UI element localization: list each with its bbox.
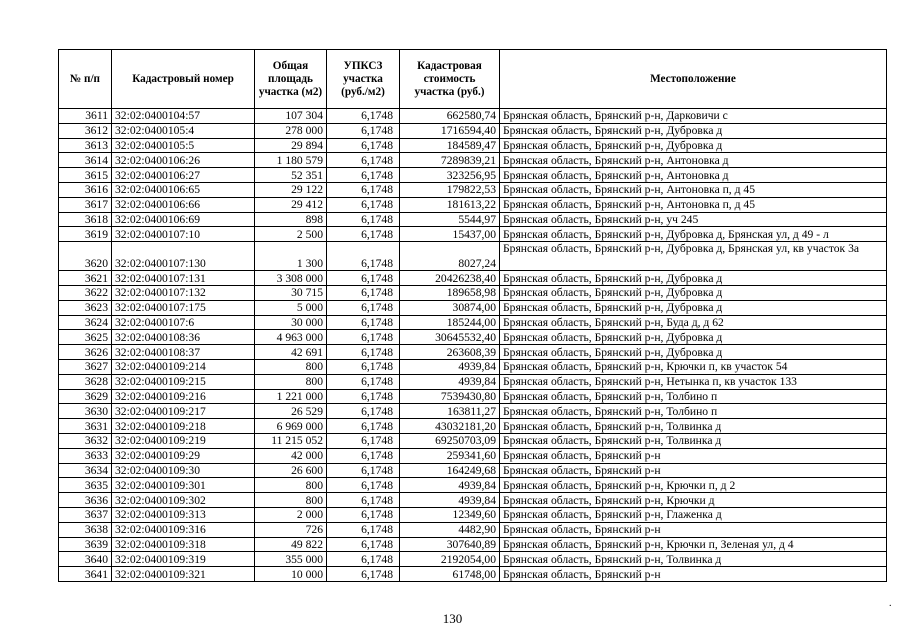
cadastral-number-cell: 32:02:0400106:27: [112, 168, 255, 183]
cadastral-value-cell: 4939,84: [400, 493, 500, 508]
table-body: [59, 109, 887, 582]
table-row: [59, 374, 887, 389]
upksz-cell: 6,1748: [327, 285, 400, 300]
cadastral-number-cell: 32:02:0400107:175: [112, 300, 255, 315]
cadastral-number-cell: 32:02:0400108:37: [112, 345, 255, 360]
table-row: [59, 153, 887, 168]
cadastral-value-cell: 323256,95: [400, 168, 500, 183]
location-cell: Брянская область, Брянский р-н: [500, 522, 887, 537]
table-row: [59, 138, 887, 153]
cadastral-number-cell: 32:02:0400109:318: [112, 537, 255, 552]
cadastral-value-cell: 4482,90: [400, 522, 500, 537]
area-cell: 26 600: [255, 463, 327, 478]
table-row: [59, 463, 887, 478]
area-cell: 800: [255, 493, 327, 508]
table-row: [59, 419, 887, 434]
row-number-cell: 3640: [59, 552, 112, 567]
table-row: [59, 212, 887, 227]
cadastral-value-cell: 7289839,21: [400, 153, 500, 168]
row-number-cell: 3618: [59, 212, 112, 227]
area-cell: 5 000: [255, 300, 327, 315]
cadastral-number-cell: 32:02:0400109:316: [112, 522, 255, 537]
table-row: [59, 522, 887, 537]
row-number-cell: 3616: [59, 182, 112, 197]
upksz-cell: 6,1748: [327, 138, 400, 153]
upksz-cell: 6,1748: [327, 109, 400, 124]
row-number-cell: 3611: [59, 109, 112, 124]
cadastral-value-cell: 4939,84: [400, 374, 500, 389]
location-cell: Брянская область, Брянский р-н, Нетынка п, кв участок 133: [500, 374, 887, 389]
area-cell: 1 221 000: [255, 389, 327, 404]
cadastral-number-cell: 32:02:0400109:217: [112, 404, 255, 419]
location-cell: Брянская область, Брянский р-н, Дубровка д: [500, 285, 887, 300]
row-number-cell: 3629: [59, 389, 112, 404]
table-row: [59, 168, 887, 183]
area-cell: 800: [255, 359, 327, 374]
row-number-cell: 3613: [59, 138, 112, 153]
location-cell: Брянская область, Брянский р-н, Дубровка д, Брянская ул, д 49 - л: [500, 227, 887, 242]
table-row: [59, 448, 887, 463]
row-number-cell: 3641: [59, 567, 112, 582]
header-location: Местоположение: [500, 50, 887, 109]
cadastral-value-cell: 179822,53: [400, 182, 500, 197]
upksz-cell: 6,1748: [327, 212, 400, 227]
row-number-cell: 3619: [59, 227, 112, 242]
area-cell: 355 000: [255, 552, 327, 567]
upksz-cell: 6,1748: [327, 463, 400, 478]
upksz-cell: 6,1748: [327, 567, 400, 582]
cadastral-table: [58, 49, 887, 582]
upksz-cell: 6,1748: [327, 227, 400, 242]
area-cell: 2 000: [255, 507, 327, 522]
table-row: [59, 433, 887, 448]
location-cell: Брянская область, Брянский р-н, уч 245: [500, 212, 887, 227]
area-cell: 42 000: [255, 448, 327, 463]
table-row: [59, 182, 887, 197]
cadastral-value-cell: 263608,39: [400, 345, 500, 360]
upksz-cell: 6,1748: [327, 448, 400, 463]
upksz-cell: 6,1748: [327, 389, 400, 404]
row-number-cell: 3626: [59, 345, 112, 360]
location-cell: Брянская область, Брянский р-н: [500, 567, 887, 582]
location-cell: Брянская область, Брянский р-н, Антоновка д: [500, 153, 887, 168]
cadastral-number-cell: 32:02:0400107:6: [112, 315, 255, 330]
cadastral-number-cell: 32:02:0400106:26: [112, 153, 255, 168]
area-cell: 726: [255, 522, 327, 537]
area-cell: 107 304: [255, 109, 327, 124]
location-cell: Брянская область, Брянский р-н, Антоновка п, д 45: [500, 197, 887, 212]
upksz-cell: 6,1748: [327, 537, 400, 552]
upksz-cell: 6,1748: [327, 552, 400, 567]
table-row: [59, 345, 887, 360]
cadastral-value-cell: 259341,60: [400, 448, 500, 463]
row-number-cell: 3620: [59, 242, 112, 271]
row-number-cell: 3630: [59, 404, 112, 419]
cadastral-value-cell: 662580,74: [400, 109, 500, 124]
row-number-cell: 3614: [59, 153, 112, 168]
table-row: [59, 493, 887, 508]
area-cell: 42 691: [255, 345, 327, 360]
area-cell: 800: [255, 374, 327, 389]
location-cell: Брянская область, Брянский р-н, Буда д, д 62: [500, 315, 887, 330]
row-number-cell: 3635: [59, 478, 112, 493]
cadastral-number-cell: 32:02:0400106:65: [112, 182, 255, 197]
upksz-cell: 6,1748: [327, 153, 400, 168]
area-cell: 10 000: [255, 567, 327, 582]
upksz-cell: 6,1748: [327, 315, 400, 330]
table-row: [59, 552, 887, 567]
row-number-cell: 3623: [59, 300, 112, 315]
cadastral-value-cell: 164249,68: [400, 463, 500, 478]
row-number-cell: 3639: [59, 537, 112, 552]
cadastral-number-cell: 32:02:0400106:69: [112, 212, 255, 227]
row-number-cell: 3615: [59, 168, 112, 183]
cadastral-number-cell: 32:02:0400109:319: [112, 552, 255, 567]
area-cell: 800: [255, 478, 327, 493]
table-row: [59, 123, 887, 138]
row-number-cell: 3631: [59, 419, 112, 434]
table-row: [59, 197, 887, 212]
cadastral-value-cell: 30874,00: [400, 300, 500, 315]
row-number-cell: 3624: [59, 315, 112, 330]
cadastral-number-cell: 32:02:0400107:10: [112, 227, 255, 242]
row-number-cell: 3633: [59, 448, 112, 463]
page-number: 130: [442, 611, 463, 626]
table-row: [59, 404, 887, 419]
area-cell: 6 969 000: [255, 419, 327, 434]
upksz-cell: 6,1748: [327, 345, 400, 360]
area-cell: 2 500: [255, 227, 327, 242]
table-row: [59, 227, 887, 242]
table-row: [59, 478, 887, 493]
cadastral-number-cell: 32:02:0400109:219: [112, 433, 255, 448]
upksz-cell: 6,1748: [327, 271, 400, 286]
cadastral-value-cell: 307640,89: [400, 537, 500, 552]
upksz-cell: 6,1748: [327, 404, 400, 419]
location-cell: Брянская область, Брянский р-н, Толвинка д: [500, 552, 887, 567]
cadastral-number-cell: 32:02:0400109:29: [112, 448, 255, 463]
cadastral-number-cell: 32:02:0400109:302: [112, 493, 255, 508]
cadastral-value-cell: 20426238,40: [400, 271, 500, 286]
area-cell: 29 894: [255, 138, 327, 153]
cadastral-number-cell: 32:02:0400107:130: [112, 242, 255, 271]
cadastral-value-cell: 43032181,20: [400, 419, 500, 434]
location-cell: Брянская область, Брянский р-н, Крючки п, Зеленая ул, д 4: [500, 537, 887, 552]
area-cell: 49 822: [255, 537, 327, 552]
row-number-cell: 3617: [59, 197, 112, 212]
location-cell: Брянская область, Брянский р-н, Дубровка д: [500, 300, 887, 315]
table-row: [59, 109, 887, 124]
row-number-cell: 3621: [59, 271, 112, 286]
cadastral-value-cell: 69250703,09: [400, 433, 500, 448]
upksz-cell: 6,1748: [327, 493, 400, 508]
cadastral-number-cell: 32:02:0400109:301: [112, 478, 255, 493]
area-cell: 29 122: [255, 182, 327, 197]
row-number-cell: 3637: [59, 507, 112, 522]
upksz-cell: 6,1748: [327, 374, 400, 389]
cadastral-number-cell: 32:02:0400109:214: [112, 359, 255, 374]
upksz-cell: 6,1748: [327, 197, 400, 212]
cadastral-value-cell: 181613,22: [400, 197, 500, 212]
location-cell: Брянская область, Брянский р-н: [500, 448, 887, 463]
cadastral-value-cell: 8027,24: [400, 242, 500, 271]
cadastral-number-cell: 32:02:0400109:313: [112, 507, 255, 522]
location-cell: Брянская область, Брянский р-н, Дубровка д: [500, 271, 887, 286]
table-row: [59, 242, 887, 271]
row-number-cell: 3634: [59, 463, 112, 478]
location-cell: Брянская область, Брянский р-н, Дубровка д: [500, 345, 887, 360]
table-row: [59, 389, 887, 404]
location-cell: Брянская область, Брянский р-н, Дубровка д: [500, 138, 887, 153]
area-cell: 11 215 052: [255, 433, 327, 448]
upksz-cell: 6,1748: [327, 359, 400, 374]
header-upksz: УПКСЗ участка (руб./м2): [327, 50, 400, 109]
location-cell: Брянская область, Брянский р-н, Дубровка д: [500, 330, 887, 345]
location-cell: Брянская область, Брянский р-н, Толвинка д: [500, 433, 887, 448]
cadastral-number-cell: 32:02:0400107:132: [112, 285, 255, 300]
location-cell: Брянская область, Брянский р-н, Толбино п: [500, 389, 887, 404]
table-row: [59, 315, 887, 330]
area-cell: 1 300: [255, 242, 327, 271]
table-row: [59, 300, 887, 315]
table-row: [59, 285, 887, 300]
header-row: [59, 50, 887, 109]
upksz-cell: 6,1748: [327, 522, 400, 537]
cadastral-number-cell: 32:02:0400109:216: [112, 389, 255, 404]
area-cell: 52 351: [255, 168, 327, 183]
location-cell: Брянская область, Брянский р-н, Крючки д: [500, 493, 887, 508]
area-cell: 3 308 000: [255, 271, 327, 286]
upksz-cell: 6,1748: [327, 478, 400, 493]
header-cadastral: Кадастровый номер: [112, 50, 255, 109]
cadastral-value-cell: 4939,84: [400, 478, 500, 493]
cadastral-number-cell: 32:02:0400108:36: [112, 330, 255, 345]
cadastral-number-cell: 32:02:0400109:321: [112, 567, 255, 582]
row-number-cell: 3628: [59, 374, 112, 389]
stray-mark: .: [889, 598, 892, 609]
upksz-cell: 6,1748: [327, 433, 400, 448]
upksz-cell: 6,1748: [327, 168, 400, 183]
table-row: [59, 537, 887, 552]
area-cell: 29 412: [255, 197, 327, 212]
cadastral-value-cell: 7539430,80: [400, 389, 500, 404]
row-number-cell: 3622: [59, 285, 112, 300]
cadastral-value-cell: 4939,84: [400, 359, 500, 374]
upksz-cell: 6,1748: [327, 300, 400, 315]
upksz-cell: 6,1748: [327, 419, 400, 434]
location-cell: Брянская область, Брянский р-н, Дубровка д, Брянская ул, кв участок 3а: [500, 242, 887, 271]
upksz-cell: 6,1748: [327, 330, 400, 345]
cadastral-value-cell: 189658,98: [400, 285, 500, 300]
location-cell: Брянская область, Брянский р-н, Антоновка п, д 45: [500, 182, 887, 197]
cadastral-value-cell: 61748,00: [400, 567, 500, 582]
table-row: [59, 507, 887, 522]
header-value: Кадастровая стоимость участка (руб.): [400, 50, 500, 109]
area-cell: 278 000: [255, 123, 327, 138]
cadastral-value-cell: 15437,00: [400, 227, 500, 242]
area-cell: 30 715: [255, 285, 327, 300]
row-number-cell: 3627: [59, 359, 112, 374]
row-number-cell: 3636: [59, 493, 112, 508]
area-cell: 1 180 579: [255, 153, 327, 168]
row-number-cell: 3632: [59, 433, 112, 448]
cadastral-number-cell: 32:02:0400109:30: [112, 463, 255, 478]
cadastral-number-cell: 32:02:0400105:5: [112, 138, 255, 153]
cadastral-value-cell: 30645532,40: [400, 330, 500, 345]
upksz-cell: 6,1748: [327, 182, 400, 197]
upksz-cell: 6,1748: [327, 242, 400, 271]
cadastral-number-cell: 32:02:0400109:215: [112, 374, 255, 389]
location-cell: Брянская область, Брянский р-н: [500, 463, 887, 478]
location-cell: Брянская область, Брянский р-н, Крючки п, кв участок 54: [500, 359, 887, 374]
cadastral-value-cell: 163811,27: [400, 404, 500, 419]
cadastral-number-cell: 32:02:0400106:66: [112, 197, 255, 212]
cadastral-value-cell: 184589,47: [400, 138, 500, 153]
area-cell: 26 529: [255, 404, 327, 419]
cadastral-value-cell: 12349,60: [400, 507, 500, 522]
row-number-cell: 3612: [59, 123, 112, 138]
location-cell: Брянская область, Брянский р-н, Толвинка д: [500, 419, 887, 434]
location-cell: Брянская область, Брянский р-н, Крючки п, д 2: [500, 478, 887, 493]
area-cell: 30 000: [255, 315, 327, 330]
header-area: Общая площадь участка (м2): [255, 50, 327, 109]
cadastral-value-cell: 185244,00: [400, 315, 500, 330]
table-row: [59, 567, 887, 582]
cadastral-value-cell: 1716594,40: [400, 123, 500, 138]
cadastral-value-cell: 2192054,00: [400, 552, 500, 567]
cadastral-value-cell: 5544,97: [400, 212, 500, 227]
area-cell: 898: [255, 212, 327, 227]
row-number-cell: 3625: [59, 330, 112, 345]
upksz-cell: 6,1748: [327, 123, 400, 138]
location-cell: Брянская область, Брянский р-н, Глаженка д: [500, 507, 887, 522]
upksz-cell: 6,1748: [327, 507, 400, 522]
cadastral-number-cell: 32:02:0400105:4: [112, 123, 255, 138]
location-cell: Брянская область, Брянский р-н, Толбино п: [500, 404, 887, 419]
table-row: [59, 271, 887, 286]
row-number-cell: 3638: [59, 522, 112, 537]
table-row: [59, 359, 887, 374]
location-cell: Брянская область, Брянский р-н, Антоновка д: [500, 168, 887, 183]
header-num: № п/п: [59, 50, 112, 109]
location-cell: Брянская область, Брянский р-н, Дарковичи с: [500, 109, 887, 124]
cadastral-number-cell: 32:02:0400107:131: [112, 271, 255, 286]
location-cell: Брянская область, Брянский р-н, Дубровка д: [500, 123, 887, 138]
area-cell: 4 963 000: [255, 330, 327, 345]
cadastral-number-cell: 32:02:0400109:218: [112, 419, 255, 434]
table-row: [59, 330, 887, 345]
cadastral-number-cell: 32:02:0400104:57: [112, 109, 255, 124]
